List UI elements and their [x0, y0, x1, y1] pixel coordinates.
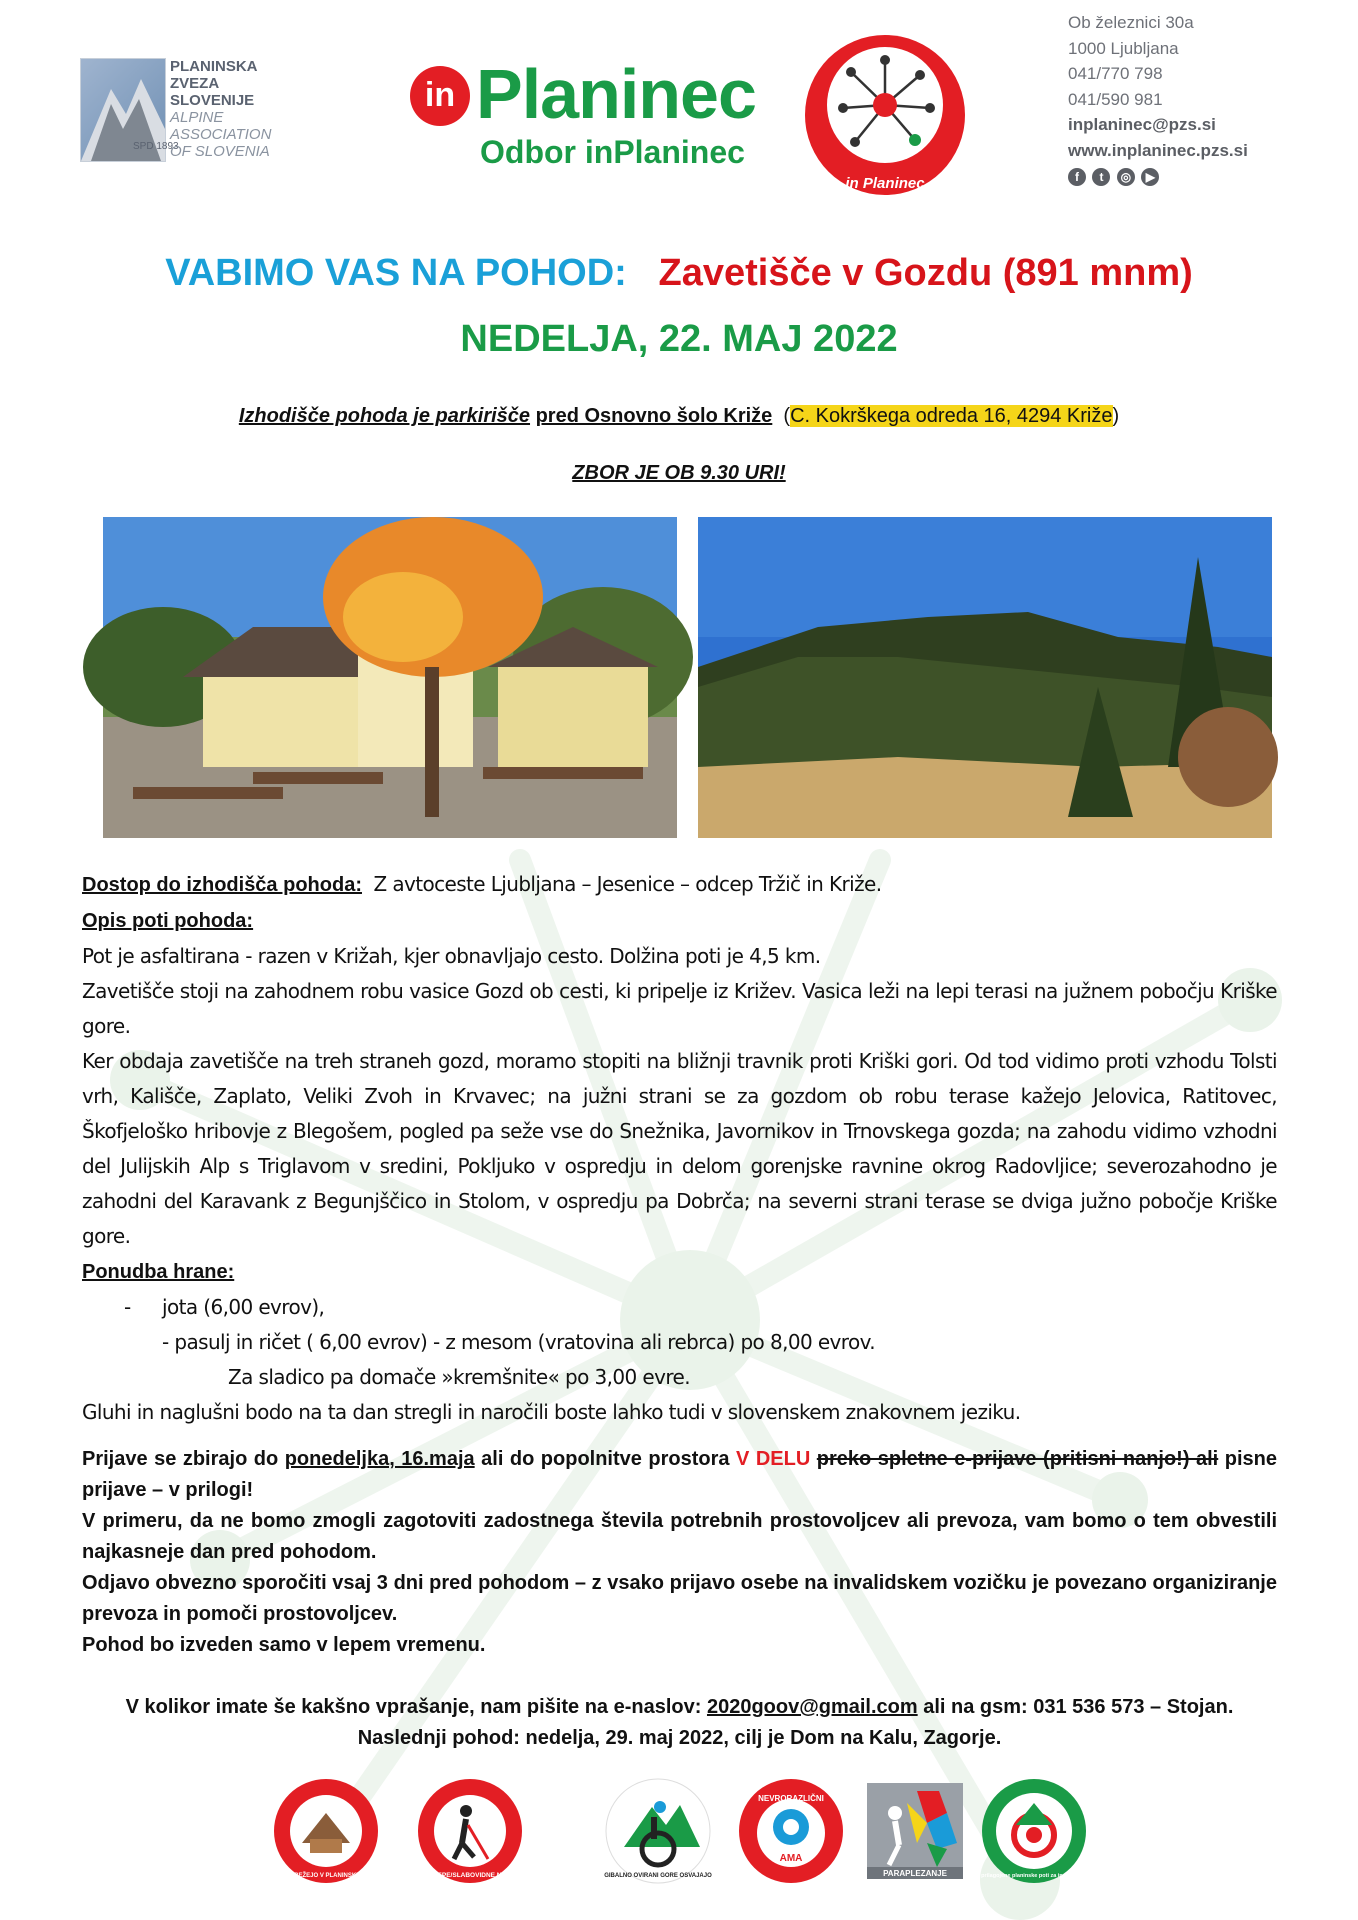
contact-city: 1000 Ljubljana	[1068, 38, 1179, 58]
gluhi-badge	[266, 1777, 386, 1885]
nevro-badge-text: NEVRORAZLIČNI	[758, 1794, 824, 1803]
route-paragraph-3: Ker obdaja zavetišče na treh straneh gozd, moramo stopiti na bližnji travnik proti Kriški gori. Od tod vidimo proti vzhodu Tolsti vrh, Kališče, Zaplato, Veliki Zvoh in Krvavec; na južni strani se za gozdom ob robu terase kažejo Jelovica, Ratitovec, Škofjeloško hribovje z Blegošem, pogled pa seže vse do Snežnika, Javornikov in Trnovskega gozda; na zahodu vidimo vzhodni del Julijskih Alp s Triglavom v sredini, Pokljuko v ospredju in delom gorenjske ravnine okrog Radovljice; severozahodno je zahodni del Karavank z Begunjščico in Stolom, v ospredju pa Dobrča; na severni strani terase se dviga južno pobočje Kriške gore.	[82, 1049, 1277, 1248]
gibalno-badge-text: GIBALNO OVIRANI GORE OSVAJAJO	[604, 1873, 712, 1879]
route-paragraph-2: Zavetišče stoji na zahodnem robu vasice Gozd ob cesti, ki pripelje iz Križev. Vasica leži na lepi terasi na južnem pobočju Kriške gore.	[82, 979, 1277, 1038]
nevro-badge-sub: AMA	[779, 1853, 803, 1864]
signup-online-link[interactable]: preko spletne e-prijave (pritisni nanjo!) ali	[816, 1448, 1219, 1470]
gibalno-badge	[604, 1777, 712, 1885]
para-badge	[867, 1783, 963, 1879]
contact-phone-1: 041/770 798	[1068, 64, 1163, 83]
invite-date: NEDELJA, 22. MAJ 2022	[460, 318, 898, 360]
dandelion-logo-icon	[795, 30, 975, 200]
body-text	[82, 867, 1277, 1430]
question-email[interactable]: 2020goov@gmail.com	[706, 1696, 918, 1718]
social-icons	[1068, 168, 1161, 186]
route-heading: Opis poti pohoda:	[82, 910, 254, 932]
contact-street: Ob železnici 30a	[1068, 13, 1194, 32]
pzs-alpine-2: ASSOCIATION	[170, 126, 272, 143]
food-item-1	[82, 1290, 1277, 1325]
pzs-alpine-3: OF SLOVENIA	[170, 143, 270, 160]
signup-text-b: ali do popolnitve prostora	[474, 1448, 737, 1470]
pzs-line-1: PLANINSKA	[170, 58, 258, 75]
invite-title	[0, 252, 1358, 295]
pzs-mountain-icon	[80, 58, 179, 162]
inplaninec-logo	[410, 52, 810, 172]
question-text-b: ali na gsm: 031 536 573 – Stojan.	[917, 1696, 1234, 1718]
signup-block	[82, 1444, 1277, 1661]
signup-deadline: ponedeljka, 16.maja	[284, 1448, 475, 1470]
poti-badge-text: prilagojene planinske poti za in Planince	[981, 1873, 1087, 1879]
signup-paragraph-2: V primeru, da ne bomo zmogli zagotoviti zadostnega števila potrebnih prostovoljcev ali prevoza, vam bomo o tem obvestili najkasneje dan pred pohodom.	[82, 1510, 1277, 1563]
food-dash: -	[124, 1295, 131, 1319]
poti-badge	[980, 1777, 1088, 1885]
logo-ring-text: in Planinec	[845, 175, 925, 192]
signup-paragraph-1	[82, 1444, 1277, 1506]
gluhi-badge-text: GLUHI STREŽEJO V PLANINSKIH KOČAH	[266, 1873, 386, 1879]
start-point: Izhodišče pohoda je parkirišče pred Osnovno šolo Križe (C. Kokrškega odreda 16, 4294 Križe)	[238, 405, 1120, 427]
pzs-logo	[80, 58, 270, 164]
contact-email[interactable]: inplaninec@pzs.si	[1068, 115, 1216, 134]
access-heading: Dostop do izhodišča pohoda:	[82, 874, 362, 896]
brand-subtitle: Odbor inPlaninec	[480, 134, 745, 170]
contact-phone-2: 041/590 981	[1068, 89, 1163, 109]
pzs-line-2: ZVEZA	[170, 75, 220, 92]
signup-status: V DELU	[736, 1448, 811, 1470]
facebook-icon[interactable]: f	[1068, 168, 1086, 186]
photo-kriska-gora	[698, 517, 1272, 838]
pzs-alpine-1: ALPINE	[170, 109, 224, 126]
question-text-a: V kolikor imate še kakšno vprašanje, nam pišite na e-naslov:	[125, 1696, 707, 1718]
signup-paragraph-4: Pohod bo izveden samo v lepem vremenu.	[82, 1634, 486, 1656]
brand-name: Planinec	[476, 55, 756, 133]
question-line	[82, 1692, 1277, 1723]
youtube-icon[interactable]: ▶	[1141, 168, 1159, 186]
start-address: C. Kokrškega odreda 16, 4294 Križe	[790, 405, 1113, 427]
pzs-badge-text: SPD 1893	[133, 141, 179, 152]
nevro-badge	[737, 1777, 845, 1885]
signup-paragraph-3: Odjavo obvezno sporočiti vsaj 3 dni pred pohodom – z vsako prijavo osebe na invalidskem vozičku je povezano organiziranje prevoza in pomoči prostovoljcev.	[82, 1572, 1277, 1625]
route-paragraph-1: Pot je asfaltirana - razen v Križah, kjer obnavljajo cesto. Dolžina poti je 4,5 km.	[82, 944, 821, 968]
in-badge: in	[410, 66, 470, 126]
signup-text-c: pisne prijave – v prilogi!	[82, 1448, 1277, 1501]
instagram-icon[interactable]: ◎	[1117, 168, 1135, 186]
food-item-3: Za sladico pa domače »kremšnite« po 3,00 evre.	[228, 1365, 690, 1389]
food-heading: Ponudba hrane:	[82, 1261, 235, 1283]
pzs-line-3: SLOVENIJE	[170, 92, 255, 109]
next-hike: Naslednji pohod: nedelja, 29. maj 2022, cilj je Dom na Kalu, Zagorje.	[357, 1727, 1002, 1749]
slepi-badge-text: ZA SLEPE/SLABOVIDNE NI OVIR	[419, 1872, 521, 1879]
food-item-1-text: jota (6,00 evrov),	[162, 1295, 325, 1319]
contact-block	[1068, 10, 1248, 163]
para-badge-text: PARAPLEZANJE	[883, 1869, 947, 1878]
start-school: pred Osnovno šolo Križe	[535, 405, 773, 427]
food-item-2: - pasulj in ričet ( 6,00 evrov) - z mesom (vratovina ali rebrca) po 8,00 evrov.	[162, 1330, 876, 1354]
deaf-note: Gluhi in naglušni bodo na ta dan stregli in naročili boste lahko tudi v slovenskem znakovnem jeziku.	[82, 1400, 1021, 1424]
signup-text-a: Prijave se zbirajo do	[82, 1448, 285, 1470]
invite-destination: Zavetišče v Gozdu (891 mnm)	[658, 252, 1193, 294]
meeting-time: ZBOR JE OB 9.30 URI!	[572, 462, 786, 484]
twitter-icon[interactable]: t	[1092, 168, 1110, 186]
contact-question	[82, 1692, 1277, 1754]
slepi-badge	[416, 1777, 524, 1885]
access-text: Z avtoceste Ljubljana – Jesenice – odcep Tržič in Križe.	[373, 872, 882, 896]
invite-lead: VABIMO VAS NA POHOD:	[165, 252, 627, 294]
contact-web[interactable]: www.inplaninec.pzs.si	[1068, 140, 1248, 160]
start-label: Izhodišče pohoda je parkirišče	[238, 405, 531, 427]
photo-mountain-hut	[103, 517, 677, 838]
access-paragraph	[82, 867, 1277, 903]
